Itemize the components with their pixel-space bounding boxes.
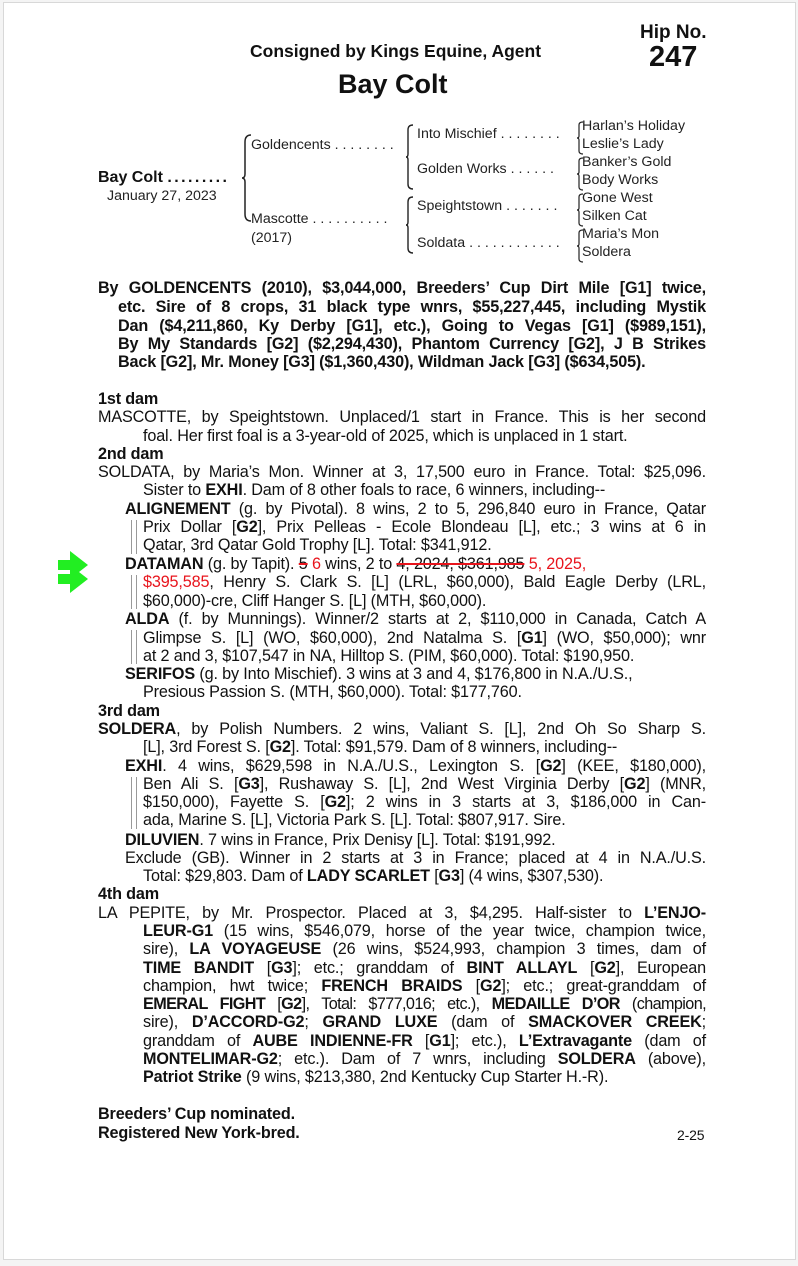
leader-dots: . . . . . . . . . . . . bbox=[469, 235, 560, 251]
text: ], European bbox=[615, 959, 706, 977]
dam1-line: MASCOTTE, by Speightstown. Unplaced/1 start in France. This is her second bbox=[98, 408, 706, 426]
horse-name: Patriot Strike bbox=[143, 1068, 242, 1086]
consignor: Consigned by Kings Equine, Agent bbox=[250, 41, 542, 61]
horse-name: EXHI bbox=[205, 481, 243, 499]
horse-name: TIME BANDIT bbox=[143, 959, 255, 977]
pedigree-subject bbox=[98, 169, 226, 187]
horse-name: GRAND LUXE bbox=[322, 1013, 438, 1031]
dam4-line bbox=[143, 1013, 706, 1031]
text: , by Polish Numbers. 2 wins, Valiant S. [L], 2nd Oh So Sharp S. bbox=[176, 720, 706, 738]
text: (9 wins, $213,380, 2nd Kentucky Cup Starter H.-R). bbox=[241, 1068, 609, 1086]
dam4-line bbox=[143, 940, 706, 958]
text: ]; 2 wins in 3 starts at 3, $186,000 in Can- bbox=[345, 793, 706, 811]
serifos-line: Presious Passion S. (MTH, $60,000). Total: $177,760. bbox=[143, 683, 522, 701]
text: ]; etc.; granddam of bbox=[292, 959, 467, 977]
text: (champion, bbox=[619, 995, 706, 1013]
horse-name: EMERAL FIGHT bbox=[143, 995, 266, 1013]
horse-name: SMACKOVER CREEK bbox=[528, 1013, 702, 1031]
text: ]; etc.), bbox=[450, 1032, 519, 1050]
horse-name: SOLDERA bbox=[557, 1050, 636, 1068]
brace-icon bbox=[405, 196, 415, 254]
text: [ bbox=[462, 977, 481, 995]
sire-label: Goldencents bbox=[251, 137, 331, 153]
text: granddam of bbox=[143, 1032, 253, 1050]
text: Ben Ali S. [ bbox=[143, 775, 239, 793]
hip-label: Hip No. bbox=[640, 22, 707, 43]
text: $150,000), Fayette S. [ bbox=[143, 793, 325, 811]
sire-line: By My Standards [G2] ($2,294,430), Phantom Currency [G2], J B Strikes bbox=[118, 335, 706, 353]
sire-line: By GOLDENCENTS (2010), $3,044,000, Breeders’ Cup Dirt Mile [G1] twice, bbox=[98, 279, 706, 297]
text: (g. by Tapit). bbox=[203, 555, 299, 573]
grade: G1 bbox=[521, 629, 543, 647]
horse-name: L’ENJO- bbox=[644, 904, 706, 922]
horse-name: AUBE INDIENNE-FR bbox=[252, 1032, 413, 1050]
horse-name: LEUR-G1 bbox=[143, 922, 213, 940]
grade: G3 bbox=[238, 775, 260, 793]
alda-line bbox=[125, 610, 706, 628]
horse-name: MONTELIMAR-G2 bbox=[143, 1050, 278, 1068]
continuation-bar bbox=[131, 630, 137, 664]
hip-number: 247 bbox=[649, 41, 698, 73]
text: , Henry S. Clark S. [L] (LRL, $60,000), Bald Eagle Derby (LRL, bbox=[209, 573, 706, 591]
sire-name bbox=[251, 136, 394, 154]
dam-name bbox=[251, 210, 387, 228]
alignement-line bbox=[143, 518, 706, 536]
breeders-cup-note: Breeders’ Cup nominated. bbox=[98, 1105, 295, 1123]
leader-dots: . . . . . . . . . . bbox=[312, 211, 388, 227]
horse-name: MEDAILLE D’OR bbox=[491, 995, 620, 1013]
text: (g. by Into Mischief). 3 wins at 3 and 4, $176,800 in N.A./U.S., bbox=[195, 665, 633, 683]
text: (26 wins, $524,993, champion 3 times, dam of bbox=[321, 940, 706, 958]
horse-name: SOLDERA bbox=[98, 720, 177, 738]
granddam-4: Soldera bbox=[582, 244, 631, 260]
text: ; bbox=[701, 1013, 706, 1031]
horse-name: LA VOYAGEUSE bbox=[189, 940, 322, 958]
grade: G2 bbox=[236, 518, 258, 536]
horse-name: DATAMAN bbox=[125, 555, 204, 573]
dam-sire-label: Speightstown bbox=[417, 198, 503, 214]
text: Total: $29,803. Dam of bbox=[143, 867, 307, 885]
dam2-line bbox=[143, 481, 605, 499]
text: ; etc.). Dam of 7 wnrs, including bbox=[277, 1050, 558, 1068]
leader-dots: . . . . . . . bbox=[506, 198, 558, 214]
grandsire-1: Harlan’s Holiday bbox=[582, 118, 686, 134]
grandsire-2: Banker’s Gold bbox=[582, 154, 672, 170]
updated-text: $395,585 bbox=[143, 573, 210, 591]
text: Prix Dollar [ bbox=[143, 518, 237, 536]
horse-name: ALDA bbox=[125, 610, 170, 628]
leader-dots: . . . . . . . . bbox=[500, 126, 560, 142]
subject-name: Bay Colt bbox=[98, 169, 163, 186]
text: ], Total: $777,016; etc.), bbox=[301, 995, 492, 1013]
page-code: 2-25 bbox=[677, 1127, 705, 1143]
dam4-line bbox=[98, 904, 706, 922]
alda-line: at 2 and 3, $107,547 in NA, Hilltop S. (PIM, $60,000). Total: $190,950. bbox=[143, 647, 635, 665]
text: LA PEPITE, by Mr. Prospector. Placed at 3, $4,295. Half-sister to bbox=[98, 904, 645, 922]
dam3-line bbox=[98, 720, 706, 738]
text: ] (4 wins, $307,530). bbox=[459, 867, 604, 885]
exclude-line: Exclude (GB). Winner in 2 starts at 3 in France; placed at 4 in N.A./U.S. bbox=[125, 849, 706, 867]
text: (dam of bbox=[631, 1032, 706, 1050]
text: ] (MNR, bbox=[645, 775, 706, 793]
text: ], Prix Pelleas - Ecole Blondeau [L], etc.; 3 wins at 6 in bbox=[257, 518, 706, 536]
horse-name: L’Extravagante bbox=[518, 1032, 632, 1050]
text: [ bbox=[265, 995, 282, 1013]
text: (dam of bbox=[437, 1013, 529, 1031]
page-title: Bay Colt bbox=[338, 69, 448, 99]
text: . 4 wins, $629,598 in N.A./U.S., Lexington S. [ bbox=[162, 757, 541, 775]
text: Sister to bbox=[143, 481, 206, 499]
horse-name: D’ACCORD-G2 bbox=[191, 1013, 305, 1031]
exhi-line bbox=[125, 757, 706, 775]
heading-4th-dam: 4th dam bbox=[98, 885, 160, 903]
serifos-line bbox=[125, 665, 632, 683]
dam-sire bbox=[417, 197, 557, 215]
text: (f. by Munnings). Winner/2 starts at 2, $110,000 in Canada, Catch A bbox=[169, 610, 706, 628]
exclude-line bbox=[143, 867, 603, 885]
text: . Dam of 8 other foals to race, 6 winners, including-- bbox=[242, 481, 606, 499]
text: ; bbox=[304, 1013, 323, 1031]
granddam-1: Leslie’s Lady bbox=[582, 136, 664, 152]
text: ] (KEE, $180,000), bbox=[561, 757, 706, 775]
sire-line: Dan ($4,211,860, Ky Derby [G1], etc.), Going to Vegas [G1] ($989,151), bbox=[118, 317, 706, 335]
dam4-line bbox=[143, 1032, 706, 1050]
text: ], Rushaway S. [L], 2nd West Virginia Derby [ bbox=[259, 775, 625, 793]
text: (15 wins, $546,079, horse of the year twice, champion twice, bbox=[213, 922, 706, 940]
double-arrow-right-icon bbox=[56, 548, 92, 594]
grade: G2 bbox=[624, 775, 646, 793]
brace-icon bbox=[405, 124, 415, 190]
text: [ bbox=[577, 959, 595, 977]
grade: G2 bbox=[281, 995, 302, 1013]
continuation-bar bbox=[131, 520, 137, 554]
exhi-line bbox=[143, 775, 706, 793]
grade: G2 bbox=[480, 977, 502, 995]
text: [ bbox=[254, 959, 272, 977]
grade: G1 bbox=[429, 1032, 451, 1050]
dam3-line bbox=[143, 738, 617, 756]
text: sire), bbox=[143, 940, 190, 958]
text: [L], 3rd Forest S. [ bbox=[143, 738, 270, 756]
text: (g. by Pivotal). 8 wins, 2 to 5, 296,840 euro in France, Qatar bbox=[230, 500, 706, 518]
dam4-line bbox=[143, 1068, 608, 1086]
dam-label: Mascotte bbox=[251, 211, 309, 227]
deleted-text: 4, 2024, $361,985 bbox=[396, 555, 525, 573]
text: sire), bbox=[143, 1013, 192, 1031]
dam4-line bbox=[143, 1050, 706, 1068]
heading-1st-dam: 1st dam bbox=[98, 390, 159, 408]
text: (above), bbox=[635, 1050, 706, 1068]
dam4-line bbox=[143, 959, 706, 977]
grandsire-4: Maria’s Mon bbox=[582, 226, 660, 242]
text: champion, hwt twice; bbox=[143, 977, 322, 995]
exhi-line bbox=[143, 793, 706, 811]
text: Glimpse S. [L] (WO, $60,000), 2nd Natalma S. [ bbox=[143, 629, 522, 647]
text: ]. Total: $91,579. Dam of 8 winners, including-- bbox=[290, 738, 618, 756]
updated-text: 5, 2025, bbox=[528, 555, 587, 573]
grandsire-3: Gone West bbox=[582, 190, 653, 206]
leader-dots: . . . . . . . . . bbox=[167, 169, 226, 186]
dam-dam-label: Soldata bbox=[417, 235, 466, 251]
text: ] (WO, $50,000); wnr bbox=[542, 629, 707, 647]
sire-dam-label: Golden Works bbox=[417, 161, 507, 177]
dataman-line bbox=[143, 573, 706, 591]
horse-name: DILUVIEN bbox=[125, 831, 200, 849]
heading-3rd-dam: 3rd dam bbox=[98, 702, 160, 720]
sire-dam bbox=[417, 160, 554, 178]
sire-line: Back [G2], Mr. Money [G3] ($1,360,430), Wildman Jack [G3] ($634,505). bbox=[118, 353, 646, 371]
dam4-line bbox=[143, 995, 706, 1013]
text: ]; etc.; great-granddam of bbox=[501, 977, 706, 995]
dam2-line: SOLDATA, by Maria’s Mon. Winner at 3, 17,500 euro in France. Total: $25,096. bbox=[98, 463, 706, 481]
granddam-3: Silken Cat bbox=[582, 208, 647, 224]
horse-name: EXHI bbox=[125, 757, 163, 775]
dataman-line: $60,000)-cre, Cliff Hanger S. [L] (MTH, $60,000). bbox=[143, 592, 487, 610]
dam-year: (2017) bbox=[251, 230, 293, 246]
diluvien-line bbox=[125, 831, 556, 849]
grade: G3 bbox=[438, 867, 460, 885]
sire-sire-label: Into Mischief bbox=[417, 126, 497, 142]
horse-name: LADY SCARLET bbox=[306, 867, 430, 885]
grade: G2 bbox=[324, 793, 346, 811]
text: [ bbox=[429, 867, 439, 885]
dam-dam bbox=[417, 234, 560, 252]
grade: G2 bbox=[540, 757, 562, 775]
horse-name: ALIGNEMENT bbox=[125, 500, 231, 518]
alignement-line: Qatar, 3rd Qatar Gold Trophy [L]. Total: $341,912. bbox=[143, 536, 492, 554]
dataman-line bbox=[125, 555, 586, 573]
horse-name: FRENCH BRAIDS bbox=[321, 977, 463, 995]
continuation-bar bbox=[131, 575, 137, 609]
leader-dots: . . . . . . bbox=[510, 161, 554, 177]
foaling-date: January 27, 2023 bbox=[107, 188, 217, 204]
dam1-line: foal. Her first foal is a 3-year-old of 2025, which is unplaced in 1 start. bbox=[143, 427, 628, 445]
leader-dots: . . . . . . . . bbox=[334, 137, 394, 153]
text: wins, 2 to bbox=[320, 555, 397, 573]
sire-line: etc. Sire of 8 crops, 31 black type wnrs, $55,227,445, including Mystik bbox=[118, 298, 706, 316]
alignement-line bbox=[125, 500, 706, 518]
heading-2nd-dam: 2nd dam bbox=[98, 445, 164, 463]
dam4-line bbox=[143, 977, 706, 995]
continuation-bar bbox=[131, 777, 137, 829]
text: . 7 wins in France, Prix Denisy [L]. Total: $191,992. bbox=[199, 831, 556, 849]
updated-text: 6 bbox=[311, 555, 321, 573]
alda-line bbox=[143, 629, 706, 647]
registration-note: Registered New York-bred. bbox=[98, 1124, 300, 1142]
granddam-2: Body Works bbox=[582, 172, 659, 188]
deleted-text: 5 bbox=[298, 555, 308, 573]
grade: G2 bbox=[594, 959, 616, 977]
text: [ bbox=[412, 1032, 430, 1050]
horse-name: SERIFOS bbox=[125, 665, 196, 683]
grade: G3 bbox=[271, 959, 293, 977]
horse-name: BINT ALLAYL bbox=[466, 959, 578, 977]
catalog-page bbox=[3, 2, 796, 1260]
sire-sire bbox=[417, 125, 560, 143]
exhi-line: ada, Marine S. [L], Victoria Park S. [L]. Total: $807,917. Sire. bbox=[143, 811, 566, 829]
grade: G2 bbox=[269, 738, 291, 756]
dam4-line bbox=[143, 922, 706, 940]
